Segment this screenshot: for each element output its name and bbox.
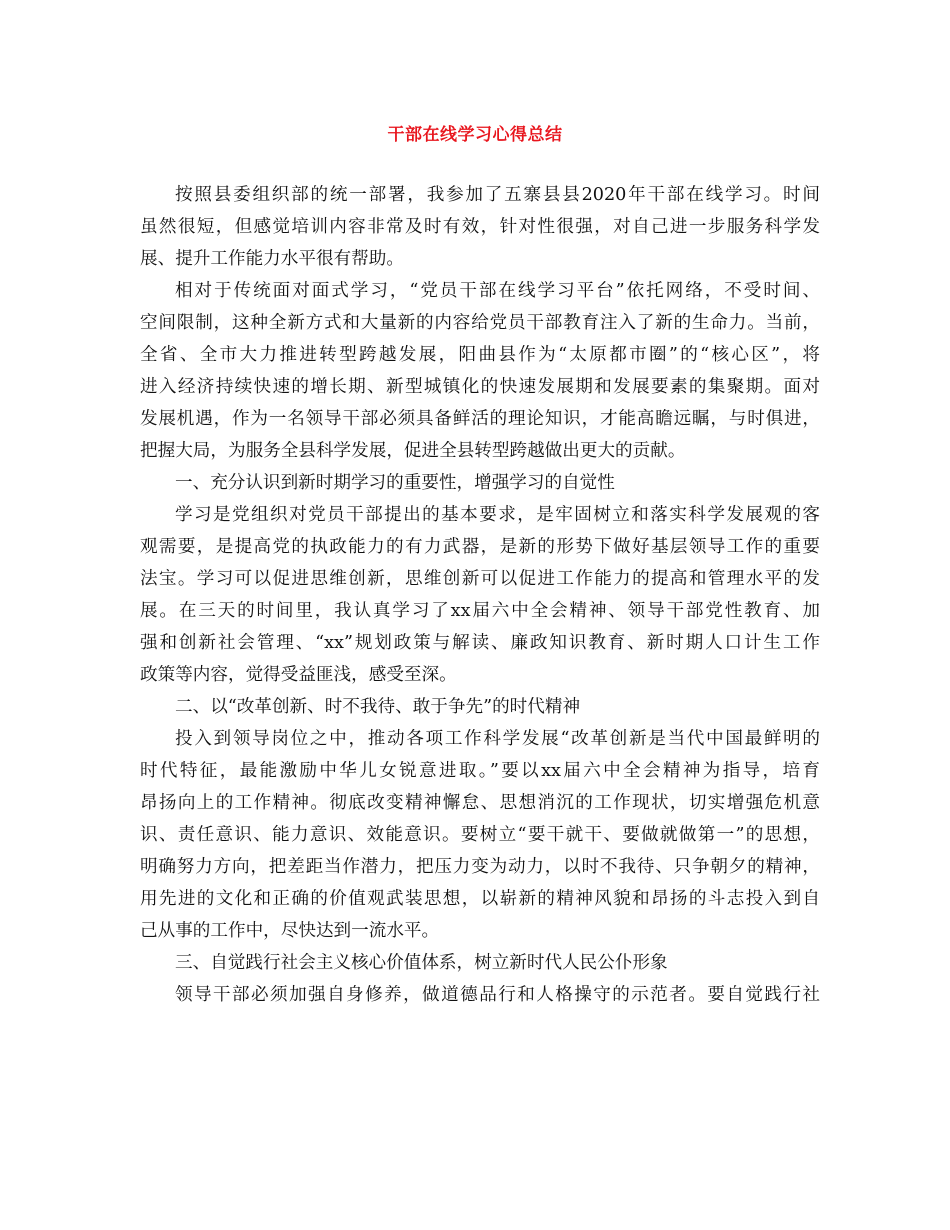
- text-line: 按照县委组织部的统一部署，我参加了五寨县县2020年干部在线学习。时间: [175, 185, 820, 205]
- text-line: 一、充分认识到新时期学习的重要性，增强学习的自觉性: [175, 473, 615, 493]
- text-line: 观需要，是提高党的执政能力的有力武器，是新的形势下做好基层领导工作的重要: [140, 537, 820, 557]
- text-line: 明确努力方向，把差距当作潜力，把压力变为动力，以时不我待、只争朝夕的精神，: [140, 857, 820, 877]
- text-line: 法宝。学习可以促进思维创新，思维创新可以促进工作能力的提高和管理水平的发: [140, 569, 820, 589]
- text-line: 发展机遇，作为一名领导干部必须具备鲜活的理论知识，才能高瞻远瞩，与时俱进，: [140, 409, 820, 429]
- text-line: 虽然很短，但感觉培训内容非常及时有效，针对性很强，对自己进一步服务科学发: [140, 217, 820, 237]
- text-line: 全省、全市大力推进转型跨越发展，阳曲县作为“太原都市圈”的“核心区”，将: [140, 345, 820, 365]
- text-line: 投入到领导岗位之中，推动各项工作科学发展“改革创新是当代中国最鲜明的: [175, 729, 820, 749]
- text-line: 时代特征，最能激励中华儿女锐意进取。”要以xx届六中全会精神为指导，培育: [140, 761, 820, 781]
- text-line: 领导干部必须加强自身修养，做道德品行和人格操守的示范者。要自觉践行社: [175, 985, 820, 1005]
- text-line: 用先进的文化和正确的价值观武装思想，以崭新的精神风貌和昂扬的斗志投入到自: [140, 889, 820, 909]
- text-line: 识、责任意识、能力意识、效能意识。要树立“要干就干、要做就做第一”的思想，: [140, 825, 820, 845]
- text-line: 学习是党组织对党员干部提出的基本要求，是牢固树立和落实科学发展观的客: [175, 505, 820, 525]
- text-line: 进入经济持续快速的增长期、新型城镇化的快速发展期和发展要素的集聚期。面对: [140, 377, 820, 397]
- document-title: 干部在线学习心得总结: [387, 125, 563, 145]
- text-line: 己从事的工作中，尽快达到一流水平。: [140, 921, 440, 941]
- text-line: 展、提升工作能力水平很有帮助。: [140, 249, 404, 269]
- text-line: 强和创新社会管理、“xx”规划政策与解读、廉政知识教育、新时期人口计生工作: [140, 633, 820, 653]
- document-body: [140, 179, 820, 1011]
- text-line: 把握大局，为服务全县科学发展，促进全县转型跨越做出更大的贡献。: [140, 441, 686, 461]
- text-line: 政策等内容，觉得受益匪浅，感受至深。: [140, 665, 457, 685]
- text-line: 展。在三天的时间里，我认真学习了xx届六中全会精神、领导干部党性教育、加: [140, 601, 820, 621]
- text-line: 空间限制，这种全新方式和大量新的内容给党员干部教育注入了新的生命力。当前，: [140, 313, 820, 333]
- text-line: 相对于传统面对面式学习，“党员干部在线学习平台”依托网络，不受时间、: [175, 281, 820, 301]
- text-line: 三、自觉践行社会主义核心价值体系，树立新时代人民公仆形象: [175, 953, 668, 973]
- text-line: 昂扬向上的工作精神。彻底改变精神懈怠、思想消沉的工作现状，切实增强危机意: [140, 793, 820, 813]
- text-line: 二、以“改革创新、时不我待、敢于争先”的时代精神: [175, 697, 581, 717]
